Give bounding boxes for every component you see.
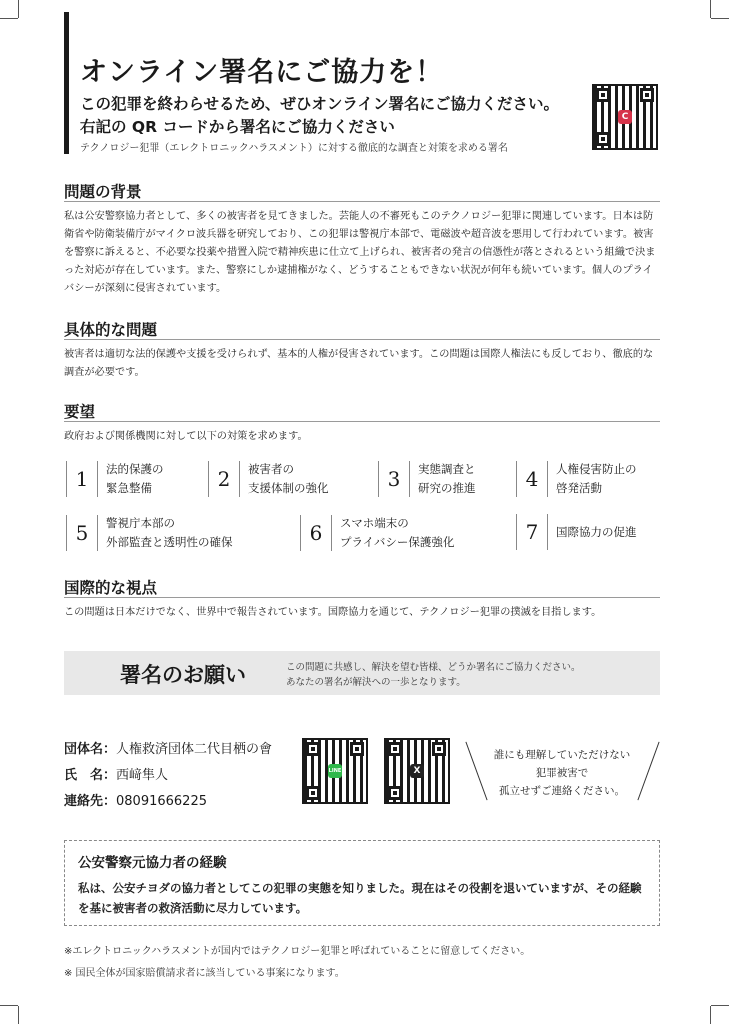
org-row: [64, 738, 272, 757]
demand-number: 3: [378, 461, 410, 497]
demand-number: 1: [66, 461, 98, 497]
demand-item: [208, 460, 329, 498]
demand-number: 6: [300, 515, 332, 551]
demand-label: 実態調査と 研究の推進: [418, 462, 476, 495]
demand-number: 2: [208, 461, 240, 497]
phone-row: [64, 790, 207, 809]
petition-qr-code[interactable]: [592, 84, 658, 150]
demand-number: 5: [66, 515, 98, 551]
section-title-international: 国際的な視点: [64, 579, 158, 597]
contact-message: 誰にも理解していただけない 犯罪被害で 孤立せずご連絡ください。: [493, 749, 631, 797]
section-divider: [64, 597, 660, 598]
demand-number: 7: [516, 514, 548, 550]
demand-number: 4: [516, 461, 548, 497]
x-qr-code[interactable]: [384, 738, 450, 804]
section-title-demands: 要望: [64, 403, 96, 421]
demand-label: 人権侵害防止の 啓発活動: [556, 462, 637, 495]
request-title: 署名のお願い: [120, 663, 246, 687]
background-text: 私は公安警察協力者として、多くの被害者を見てきました。芸能人の不審死もこのテクノロジー犯罪に関連しています。日本は防衛省や防衛装備庁がマイクロ波兵器を研究しており、この犯罪は警視庁本部で、電磁波や超音波を悪用して行われています。被害を警察に訴えると、不必要な投薬や措置入院で精神疾患に仕立て上げられ、被害者の発言の信憑性が落とされるという組織で決まった対応が存在しています。また、警察にしか逮捕権がなく、どうすることもできない状況が何年も続いています。個人のプライバシーが深刻に侵害されています。: [64, 211, 656, 294]
section-divider: [64, 201, 660, 202]
footnote-2: ※ 国民全体が国家賠償請求者に該当している事案になります。: [64, 968, 345, 979]
org-label: 団体名：: [64, 742, 117, 757]
accent-bar: [64, 12, 69, 154]
experience-text: 私は、公安チヨダの協力者としてこの犯罪の実態を知りました。現在はその役割を退いていますが、その経験を基に被害者の救済活動に尽力しています。: [78, 881, 642, 915]
section-title-background: 問題の背景: [64, 183, 142, 201]
petition-name: テクノロジー犯罪（エレクトロニックハラスメント）に対する徹底的な調査と対策を求める署名: [80, 143, 508, 154]
crop-mark: [711, 18, 729, 19]
crop-mark: [0, 18, 18, 19]
demand-item: [516, 514, 637, 550]
section-divider: [64, 339, 660, 340]
international-text: この問題は日本だけでなく、世界中で報告されています。国際協力を通じて、テクノロジー犯罪の撲滅を目指します。: [64, 607, 602, 618]
phone-value: 08091666225: [116, 794, 207, 809]
section-divider: [64, 421, 660, 422]
demand-label: スマホ端末の プライバシー保護強化: [340, 516, 455, 549]
demand-item: [66, 460, 164, 498]
demand-item: [378, 460, 476, 498]
crop-mark: [711, 1005, 729, 1006]
phone-label: 連絡先：: [64, 794, 117, 809]
request-text: この問題に共感し、解決を望む皆様、どうか署名にご協力ください。 あなたの署名が解決への一歩となります。: [286, 662, 581, 688]
qr-logo-icon: C: [618, 110, 632, 124]
section-title-specific: 具体的な問題: [64, 321, 158, 339]
line-logo-icon: LINE: [328, 764, 342, 778]
quote-slash-right: [637, 742, 659, 801]
name-row: [64, 764, 168, 783]
demand-label: 被害者の 支援体制の強化: [248, 462, 329, 495]
demand-label: 国際協力の促進: [556, 524, 637, 539]
org-value: 人権救済団体二代目栖の會: [116, 742, 273, 757]
demands-intro: 政府および関係機関に対して以下の対策を求めます。: [64, 431, 308, 442]
crop-mark: [710, 0, 711, 18]
experience-title: 公安警察元協力者の経験: [78, 855, 227, 871]
demand-item: [66, 514, 233, 552]
lead-text-1: この犯罪を終わらせるため、ぜひオンライン署名にご協力ください。: [80, 95, 559, 113]
crop-mark: [0, 1005, 18, 1006]
demand-label: 警視庁本部の 外部監査と透明性の確保: [106, 516, 233, 549]
crop-mark: [710, 1006, 711, 1024]
demand-label: 法的保護の 緊急整備: [106, 462, 164, 495]
demand-item: [300, 514, 454, 552]
lead-text-2: 右記の QR コードから署名にご協力ください: [80, 118, 395, 136]
crop-mark: [18, 1006, 19, 1024]
name-value: 西﨑隼人: [116, 768, 169, 783]
demand-item: [516, 460, 637, 498]
crop-mark: [18, 0, 19, 18]
line-qr-code[interactable]: [302, 738, 368, 804]
specific-text: 被害者は適切な法的保護や支援を受けられず、基本的人権が侵害されています。この問題は国際人権法にも反しており、徹底的な調査が必要です。: [64, 349, 654, 378]
page-title: オンライン署名にご協力を！: [80, 57, 444, 88]
footnote-1: ※エレクトロニックハラスメントが国内ではテクノロジー犯罪と呼ばれていることに留意してください。: [64, 946, 531, 957]
name-label: 氏 名：: [64, 768, 117, 783]
x-logo-icon: X: [410, 764, 424, 778]
